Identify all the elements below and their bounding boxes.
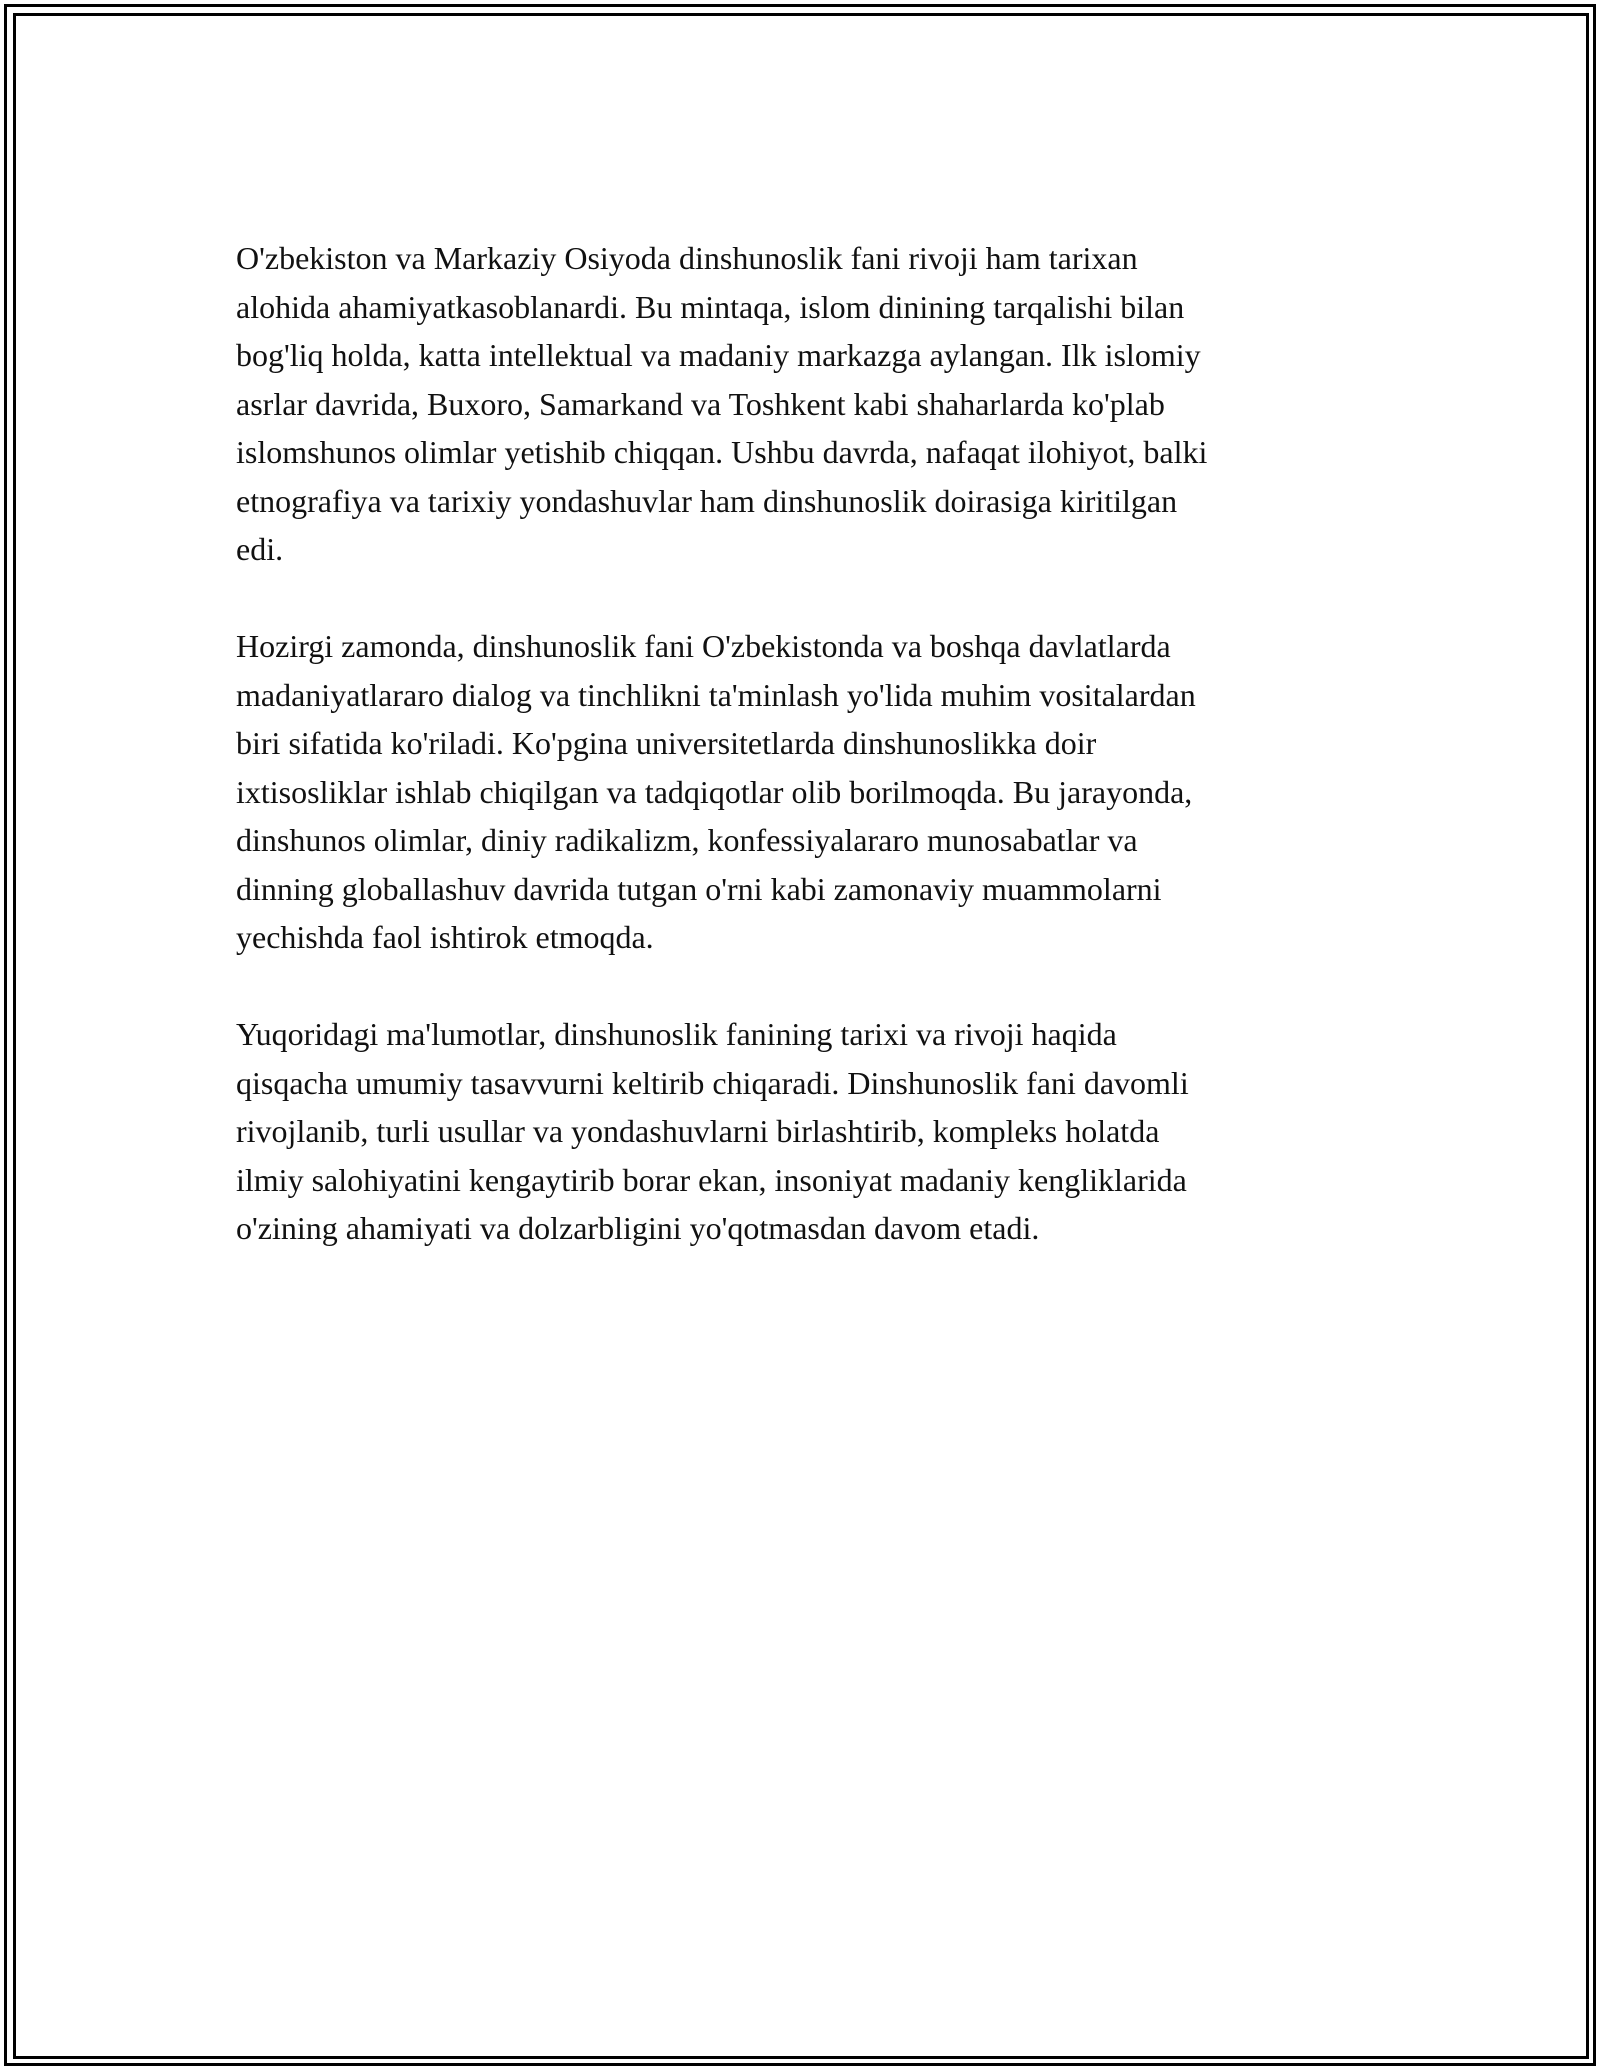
paragraph-modern-era: Hozirgi zamonda, dinshunoslik fani O'zbekistonda va boshqa davlatlarda madaniyatlararo dialog va tinchlikni ta'minlash yo'lida muhim vositalardan biri sifatida ko'riladi. Ko'pgina universitetlarda dinshunoslikka doir ixtisosliklar ishlab chiqilgan va tadqiqotlar olib borilmoqda. Bu jarayonda, dinshunos olimlar, diniy radikalizm, konfessiyalararo munosabatlar va dinning globallashuv davrida tutgan o'rni kabi zamonaviy muammolarni yechishda faol ishtirok etmoqda.	[236, 628, 1196, 955]
document-body	[236, 234, 1366, 1301]
paragraph-conclusion: Yuqoridagi ma'lumotlar, dinshunoslik fanining tarixi va rivoji haqida qisqacha umumiy tasavvurni keltirib chiqaradi. Dinshunoslik fani davomli rivojlanib, turli usullar va yondashuvlarni birlashtirib, kompleks holatda ilmiy salohiyatini kengaytirib borar ekan, insoniyat madaniy kengliklarida o'zining ahamiyati va dolzarbligini yo'qotmasdan davom etadi.	[236, 1016, 1189, 1246]
paragraph-history: O'zbekiston va Markaziy Osiyoda dinshunoslik fani rivoji ham tarixan alohida ahamiyatkasoblanardi. Bu mintaqa, islom dinining tarqalishi bilan bog'liq holda, katta intellektual va madaniy markazga aylangan. Ilk islomiy asrlar davrida, Buxoro, Samarkand va Toshkent kabi shaharlarda ko'plab islomshunos olimlar yetishib chiqqan. Ushbu davrda, nafaqat ilohiyot, balki etnografiya va tarixiy yondashuvlar ham dinshunoslik doirasiga kiritilgan edi.	[236, 240, 1208, 567]
